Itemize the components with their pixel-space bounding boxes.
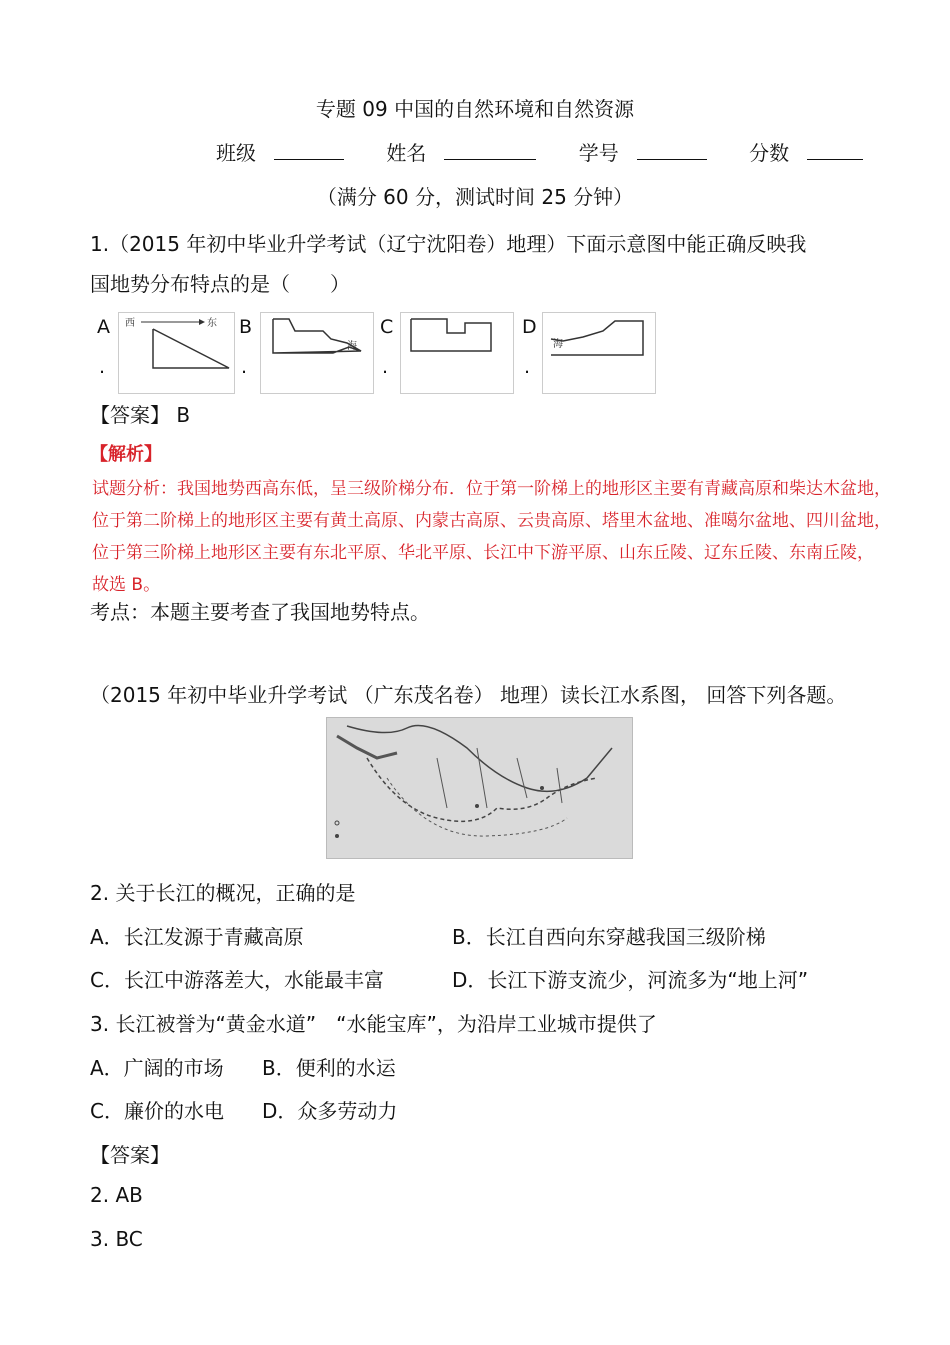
- kaodian-line: 考点：本题主要考查了我国地势特点。: [90, 600, 430, 624]
- class-blank[interactable]: [274, 141, 344, 160]
- q1-line-2: 国地势分布特点的是（ ）: [90, 272, 350, 296]
- yangtze-river-map: [326, 717, 633, 859]
- id-field: 学号: [579, 141, 725, 165]
- answer-q2: 2. AB: [90, 1183, 143, 1207]
- diagram-d-sea: 海: [553, 339, 563, 350]
- option-b-letter: B: [239, 316, 253, 338]
- analysis-line-1: 试题分析：我国地势西高东低，呈三级阶梯分布．位于第一阶梯上的地形区主要有青藏高原和柴达木盆地，: [92, 479, 891, 499]
- q3-option-d: D．众多劳动力: [262, 1099, 398, 1123]
- q2-option-c: C．长江中游落差大，水能最丰富: [90, 968, 384, 992]
- option-a-dot: .: [99, 356, 106, 378]
- terrain-diagram-d: [543, 313, 655, 393]
- option-a-letter: A: [97, 316, 110, 338]
- name-blank[interactable]: [444, 141, 536, 160]
- option-d-letter: D: [522, 316, 537, 338]
- group-intro: （2015 年初中毕业升学考试 （广东茂名卷） 地理）读长江水系图， 回答下列各题。: [90, 683, 847, 707]
- diagram-b: [260, 312, 374, 394]
- answer-q3: 3. BC: [90, 1227, 143, 1251]
- class-field: 班级: [216, 141, 362, 165]
- option-b-dot: .: [241, 356, 248, 378]
- id-blank[interactable]: [637, 141, 707, 160]
- page-title: 专题 09 中国的自然环境和自然资源: [315, 97, 635, 121]
- diagram-a-west: 西: [125, 318, 135, 329]
- q2-option-d: D．长江下游支流少，河流多为“地上河”: [452, 968, 809, 992]
- q3-option-b: B．便利的水运: [262, 1056, 396, 1080]
- group-answer-label: 【答案】: [90, 1143, 170, 1167]
- analysis-line-4: 故选 B。: [92, 575, 161, 595]
- diagram-a: [118, 312, 235, 394]
- q3-stem: 3. 长江被誉为“黄金水道” “水能宝库”，为沿岸工业城市提供了: [90, 1012, 657, 1036]
- terrain-diagram-c: [401, 313, 513, 393]
- score-blank[interactable]: [807, 141, 863, 160]
- score-time-line: （满分 60 分，测试时间 25 分钟）: [316, 185, 634, 209]
- yangtze-map-drawing: [327, 718, 632, 858]
- q2-stem: 2. 关于长江的概况，正确的是: [90, 881, 356, 905]
- analysis-line-2: 位于第二阶梯上的地形区主要有黄土高原、内蒙古高原、云贵高原、塔里木盆地、准噶尔盆地、四川盆地，: [92, 511, 891, 531]
- option-c-dot: .: [382, 356, 389, 378]
- analysis-title: 【解析】: [90, 444, 162, 465]
- student-info-line: [216, 137, 899, 166]
- score-field: 分数: [749, 141, 881, 165]
- diagram-a-east: 东: [207, 318, 217, 329]
- diagram-d: [542, 312, 656, 394]
- option-d-dot: .: [524, 356, 531, 378]
- q2-option-b: B．长江自西向东穿越我国三级阶梯: [452, 925, 766, 949]
- q3-option-a: A．广阔的市场: [90, 1056, 224, 1080]
- analysis-line-3: 位于第三阶梯上地形区主要有东北平原、华北平原、长江中下游平原、山东丘陵、辽东丘陵、东南丘陵，: [92, 543, 874, 563]
- terrain-diagram-a: [119, 313, 234, 393]
- q1-line-1: 1.（2015 年初中毕业升学考试（辽宁沈阳卷）地理）下面示意图中能正确反映我: [90, 232, 807, 256]
- diagram-c: [400, 312, 514, 394]
- q3-option-c: C．廉价的水电: [90, 1099, 224, 1123]
- name-field: 姓名: [386, 141, 554, 165]
- terrain-diagram-b: [261, 313, 373, 393]
- option-c-letter: C: [380, 316, 394, 338]
- q2-option-a: A．长江发源于青藏高原: [90, 925, 304, 949]
- q1-answer: 【答案】 B: [90, 403, 191, 427]
- diagram-b-sea: 海: [347, 341, 357, 352]
